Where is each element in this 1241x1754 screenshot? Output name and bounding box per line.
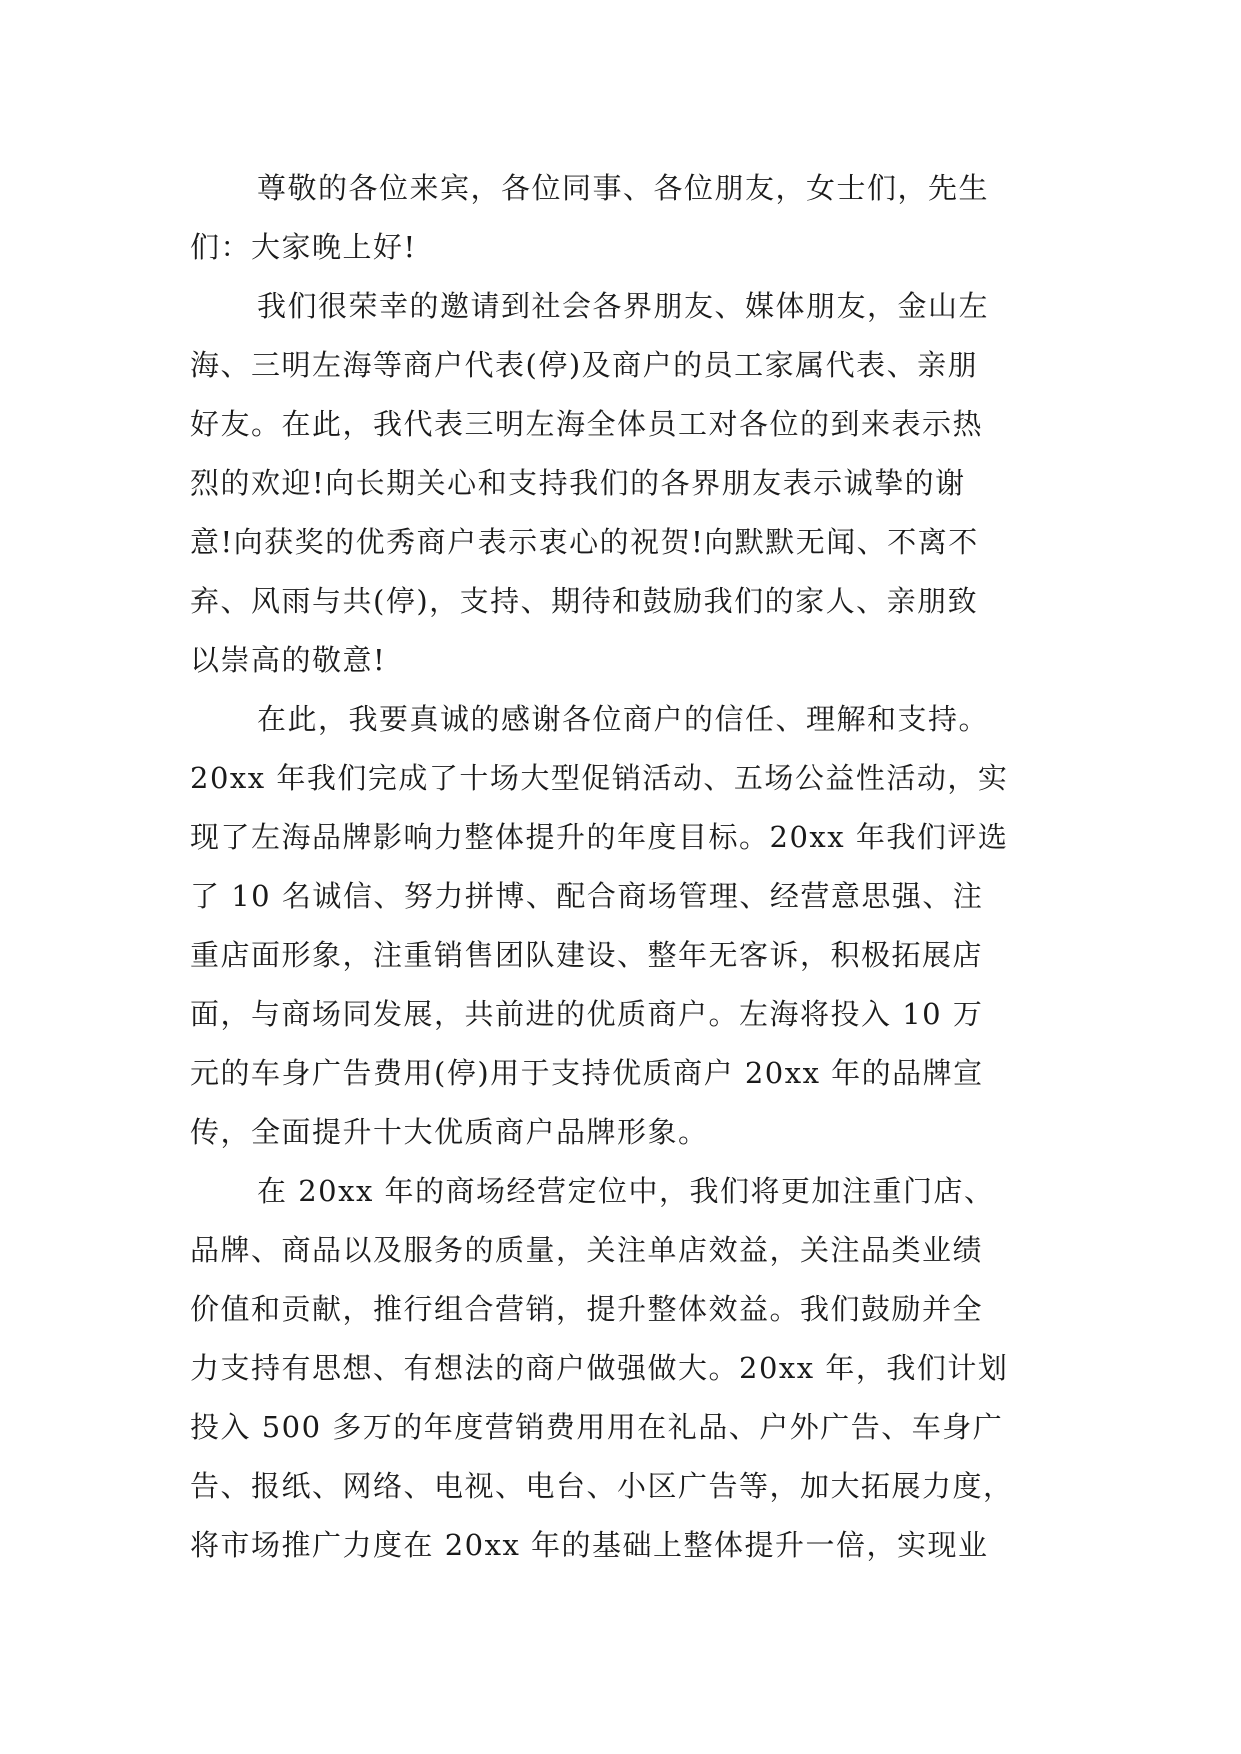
text-line: 在 20xx 年的商场经营定位中，我们将更加注重门店、 — [257, 1174, 995, 1208]
text-line: 将市场推广力度在 20xx 年的基础上整体提升一倍，实现业 — [190, 1528, 989, 1562]
text-line: 品牌、商品以及服务的质量，关注单店效益，关注品类业绩 — [190, 1233, 984, 1267]
text-line: 投入 500 多万的年度营销费用用在礼品、户外广告、车身广 — [190, 1410, 1004, 1444]
text-line: 面，与商场同发展，共前进的优质商户。左海将投入 10 万 — [190, 997, 984, 1031]
text-line: 传，全面提升十大优质商户品牌形象。 — [190, 1115, 709, 1149]
text-line: 意!向获奖的优秀商户表示衷心的祝贺!向默默无闻、不离不 — [190, 525, 979, 559]
text-line: 烈的欢迎!向长期关心和支持我们的各界朋友表示诚挚的谢 — [190, 466, 966, 500]
text-line: 了 10 名诚信、努力拼博、配合商场管理、经营意思强、注 — [190, 879, 984, 913]
text-line: 20xx 年我们完成了十场大型促销活动、五场公益性活动，实 — [190, 761, 1009, 795]
text-line: 力支持有思想、有想法的商户做强做大。20xx 年，我们计划 — [190, 1351, 1009, 1385]
text-line: 我们很荣幸的邀请到社会各界朋友、媒体朋友，金山左 — [257, 289, 990, 323]
text-line: 现了左海品牌影响力整体提升的年度目标。20xx 年我们评选 — [190, 820, 1009, 854]
text-line: 告、报纸、网络、电视、电台、小区广告等，加大拓展力度， — [190, 1469, 1014, 1503]
text-line: 价值和贡献，推行组合营销，提升整体效益。我们鼓励并全 — [190, 1292, 984, 1326]
text-line: 元的车身广告费用(停)用于支持优质商户 20xx 年的品牌宣 — [190, 1056, 984, 1090]
text-line: 重店面形象，注重销售团队建设、整年无客诉，积极拓展店 — [190, 938, 984, 972]
text-line: 海、三明左海等商户代表(停)及商户的员工家属代表、亲朋 — [190, 348, 979, 382]
text-line: 尊敬的各位来宾，各位同事、各位朋友，女士们，先生 — [257, 171, 990, 205]
text-line: 弃、风雨与共(停)，支持、期待和鼓励我们的家人、亲朋致 — [190, 584, 979, 618]
text-line: 在此，我要真诚的感谢各位商户的信任、理解和支持。 — [257, 702, 990, 736]
text-line: 以崇高的敬意! — [190, 643, 387, 677]
text-line: 们：大家晚上好! — [190, 230, 417, 264]
text-line: 好友。在此，我代表三明左海全体员工对各位的到来表示热 — [190, 407, 984, 441]
speech-body — [190, 159, 1070, 1575]
